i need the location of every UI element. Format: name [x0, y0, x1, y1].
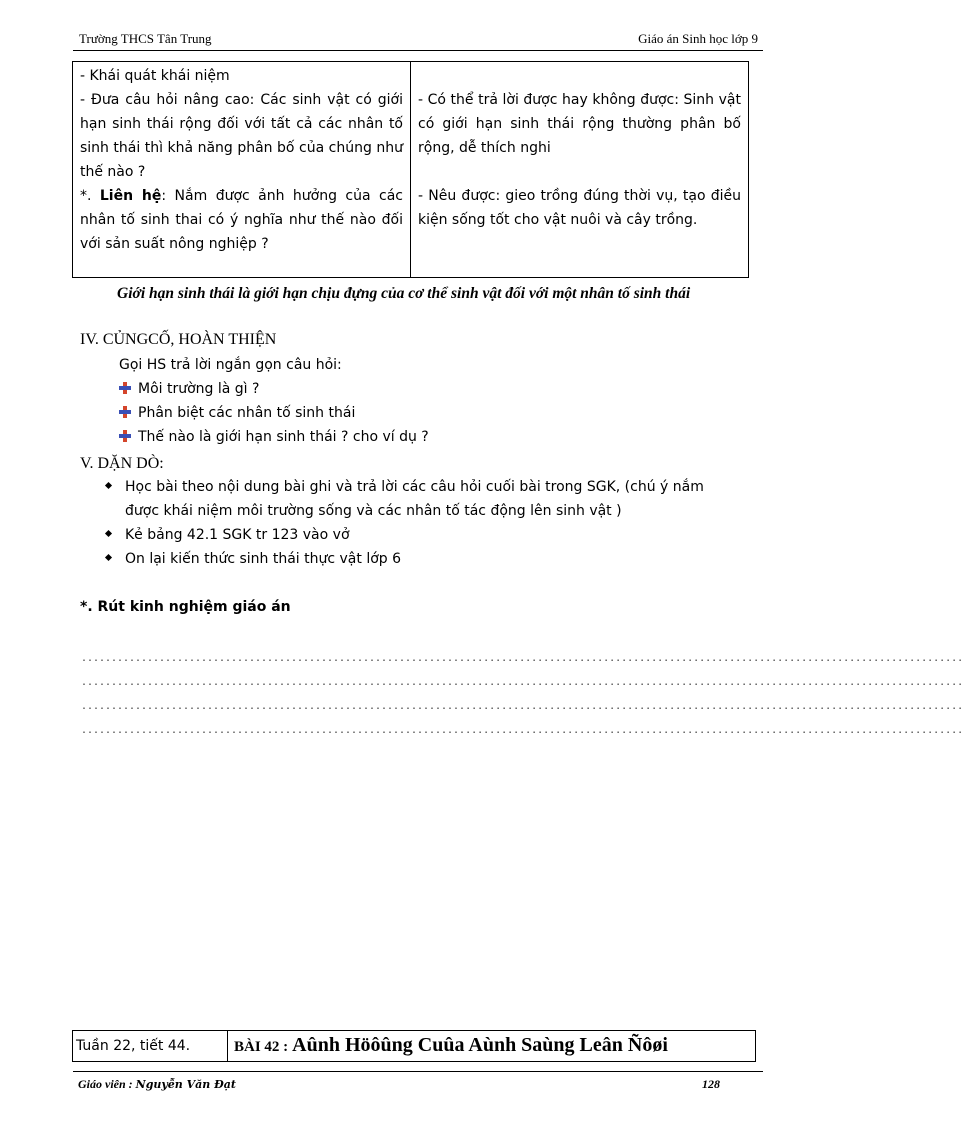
- section-5-title: V. DẶN DÒ:: [80, 455, 164, 472]
- homework-text: Kẻ bảng 42.1 SGK tr 123 vào vở: [125, 527, 350, 543]
- diamond-bullet-icon: [105, 482, 112, 489]
- header-subject: Giáo án Sinh học lớp 9: [638, 31, 758, 46]
- list-item: [106, 479, 704, 495]
- table-line: - Có thể trả lời được hay không được: Sinh vật có giới hạn sinh thái rộng thường phân bố rộng, dễ thích nghi: [418, 92, 741, 156]
- dotted-line: ...................................................................................................................................................: [81, 678, 963, 689]
- table-line: [80, 184, 403, 256]
- list-item: [106, 527, 350, 543]
- list-item: [106, 551, 401, 567]
- lesson-number: BÀI 42 :: [234, 1039, 289, 1055]
- question-text: Môi trường là gì ?: [138, 381, 260, 397]
- plus-bullet-icon: [119, 406, 131, 418]
- week-label: Tuần 22, tiết 44.: [76, 1038, 191, 1054]
- plus-bullet-icon: [119, 382, 131, 394]
- box-divider: [227, 1030, 228, 1062]
- table-line: - Đưa câu hỏi nâng cao: Các sinh vật có giới hạn sinh thái rộng đối với tất cả các nhân tố sinh thái thì khả năng phân bố của chúng như thế nào ?: [80, 92, 403, 180]
- homework-text: Học bài theo nội dung bài ghi và trả lời các câu hỏi cuối bài trong SGK, (chú ý nắm: [125, 479, 704, 495]
- activity-table: [72, 61, 749, 278]
- link-text: : Nắm được ảnh hưởng của các nhân tố sinh thai có ý nghĩa như thế nào đối với sản suất nông nghiệp ?: [80, 188, 403, 252]
- link-prefix: *.: [80, 188, 100, 204]
- dotted-line: ...................................................................................................................................................: [81, 726, 963, 737]
- table-row: [73, 62, 749, 278]
- dotted-line: ...................................................................................................................................................: [81, 702, 963, 713]
- diamond-bullet-icon: [105, 530, 112, 537]
- teacher-label: Giáo viên :: [78, 1077, 133, 1091]
- table-line: - Khái quát khái niệm: [80, 68, 230, 84]
- teacher-info: [78, 1077, 236, 1092]
- summary-text: Giới hạn sinh thái là giới hạn chịu đựng của cơ thể sinh vật đối với một nhân tố sinh thái: [117, 285, 691, 302]
- plus-bullet-icon: [119, 430, 131, 442]
- experience-title: *. Rút kinh nghiệm giáo án: [80, 599, 291, 615]
- diamond-bullet-icon: [105, 554, 112, 561]
- homework-continuation: được khái niệm môi trường sống và các nhân tố tác động lên sinh vật ): [125, 503, 622, 519]
- student-activity-cell: [411, 62, 749, 278]
- header-school: Trường THCS Tân Trung: [79, 31, 212, 46]
- list-item: [119, 405, 355, 421]
- list-item: [119, 381, 259, 397]
- dotted-line: ...................................................................................................................................................: [81, 654, 963, 665]
- teacher-name: Nguyễn Văn Đạt: [135, 1078, 236, 1091]
- lesson-title: Aûnh Höôûng Cuûa Aùnh Saùng Leân Ñôøi: [292, 1034, 668, 1056]
- footer-divider: [73, 1071, 763, 1072]
- question-text: Phân biệt các nhân tố sinh thái: [138, 405, 356, 421]
- question-text: Thế nào là giới hạn sinh thái ? cho ví dụ ?: [138, 429, 429, 445]
- link-label: Liên hệ: [99, 188, 162, 204]
- teacher-activity-cell: [73, 62, 411, 278]
- section-4-intro: Gọi HS trả lời ngắn gọn câu hỏi:: [119, 357, 342, 373]
- homework-text: On lại kiến thức sinh thái thực vật lớp 6: [125, 551, 402, 567]
- list-item: [119, 429, 429, 445]
- lesson-heading: [234, 1034, 668, 1057]
- table-line: - Nêu được: gieo trồng đúng thời vụ, tạo điều kiện sống tốt cho vật nuôi và cây trồng.: [418, 188, 741, 228]
- page-number: 128: [702, 1077, 720, 1091]
- section-4-title: IV. CỦNGCỐ, HOÀN THIỆN: [80, 331, 277, 348]
- header-divider: [73, 50, 763, 51]
